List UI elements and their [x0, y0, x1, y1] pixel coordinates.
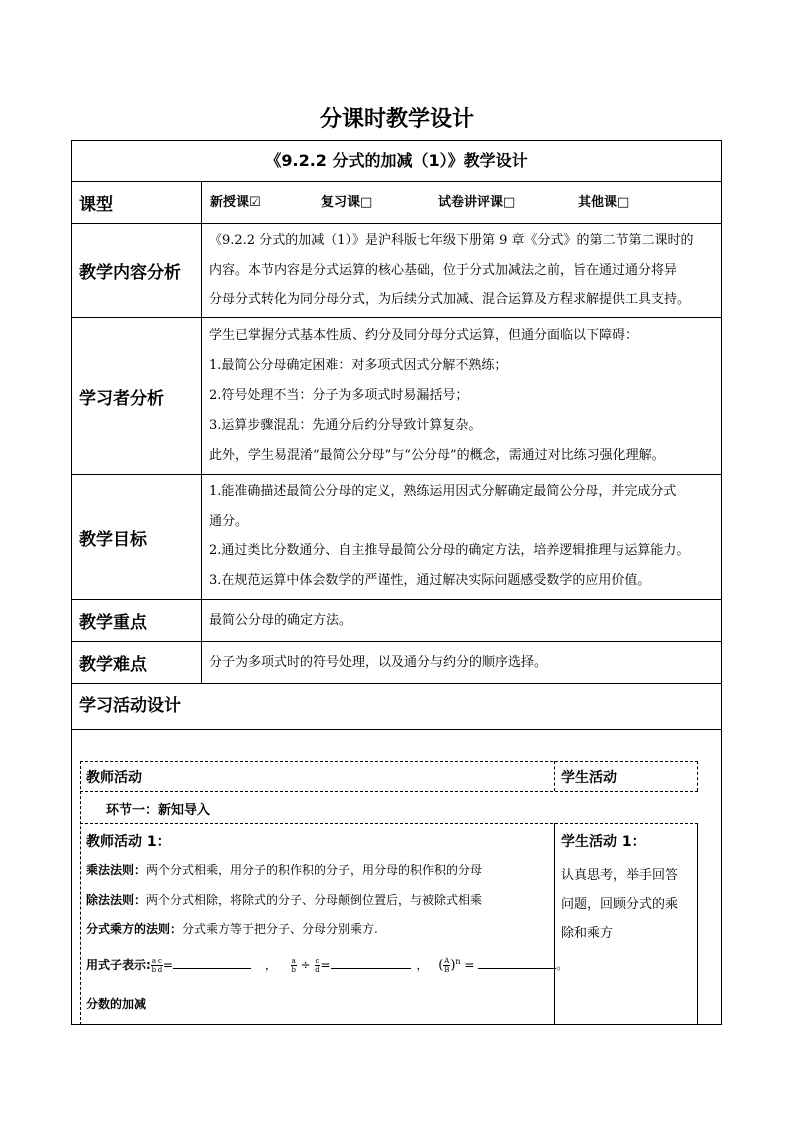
addition-label: 分数的加减	[86, 997, 147, 1011]
checkbox-icon: □	[503, 194, 516, 210]
key-point-header: 教学重点	[72, 600, 202, 641]
learner-analysis-body: 学生已掌握分式基本性质、约分及同分母分式运算，但通分面临以下障碍： 1.最简公分母确定困难：对多项式因式分解不熟练； 2.符号处理不当：分子为多项式时易漏括号； 3.运算步骤混乱：先通分后约分导致计算复杂。 此外，学生易混淆“最简公分母”与“公分母”的概念，需通过对比练习强化理解。	[209, 328, 665, 463]
objectives-row	[72, 475, 721, 600]
difficulty-header: 教学难点	[72, 642, 202, 683]
key-point-text: 最简公分母的确定方法。	[209, 613, 353, 628]
lesson-type-row	[72, 182, 721, 224]
teacher-activity-header: 教师活动	[86, 770, 142, 786]
option-new-lesson[interactable]: 新授课☑	[210, 194, 261, 210]
learner-analysis-header: 学习者分析	[72, 318, 202, 474]
teacher-activity-cell	[86, 823, 569, 1025]
content-analysis-body: 《9.2.2 分式的加减（1）》是沪科版七年级下册第 9 章《分式》的第二节第二课时的 内容。本节内容是分式运算的核心基础，位于分式加减法之前，旨在通过通分将异 分母分式转化为同分母分式，为后续分式加减、混合运算及方程求解提供工具支持。	[209, 233, 694, 307]
lesson-type-options	[203, 182, 721, 223]
objectives-header: 教学目标	[72, 475, 202, 599]
content-analysis-row	[72, 224, 721, 318]
lesson-type-header: 课型	[72, 182, 202, 223]
lesson-title: 《9.2.2 分式的加减（1）》教学设计	[265, 151, 528, 170]
blank-divide[interactable]	[331, 968, 411, 969]
teacher-activity-title: 教师活动 1：	[86, 834, 171, 850]
blank-power[interactable]	[478, 968, 556, 969]
student-activity-cell	[561, 823, 693, 1025]
stage-title: 环节一：新知导入	[106, 803, 211, 818]
difficulty-row	[72, 642, 721, 684]
division-rule: 除法法则：两个分式相除，将除式的分子、分母颠倒位置后，与被除式相乘	[86, 893, 483, 907]
difficulty-text: 分子为多项式时的符号处理，以及通分与约分的顺序选择。	[209, 655, 548, 670]
key-point-row	[72, 600, 721, 642]
blank-multiply[interactable]	[173, 968, 251, 969]
checkbox-checked-icon: ☑	[249, 194, 261, 210]
activity-table	[80, 761, 698, 1025]
fraction-A-B: $\frac{A}{B}$	[444, 957, 450, 974]
checkbox-icon: □	[617, 194, 630, 210]
activity-design-title: 学习活动设计	[79, 696, 181, 716]
student-activity-text: 认真思考，举手回答 问题，回顾分式的乘 除和乘方	[561, 868, 679, 941]
fraction-a-b: $\frac{a}{b}$	[151, 957, 157, 974]
checkbox-icon: □	[360, 194, 373, 210]
student-activity-title: 学生活动 1：	[561, 834, 646, 850]
formula-line: 用式子表示: $\frac{a}{b}$ $\frac{c}{d}$ = ， $\frac{a}{b}$ ÷ $\frac{c}{d}$ = ， ( $\frac{A}{B}$ )$^n$ = 。	[86, 957, 569, 974]
fraction-c-d: $\frac{c}{d}$	[315, 957, 320, 974]
student-activity-header: 学生活动	[561, 770, 617, 786]
design-table	[71, 140, 722, 1025]
objectives-body: 1.能准确描述最简公分母的定义，熟练运用因式分解确定最简公分母，并完成分式 通分。 2.通过类比分数通分、自主推导最简公分母的确定方法，培养逻辑推理与运算能力。 3.在规范运算中体会数学的严谨性，通过解决实际问题感受数学的应用价值。	[209, 484, 690, 588]
fraction-a-b: $\frac{a}{b}$	[291, 957, 296, 974]
content-analysis-header: 教学内容分析	[72, 224, 202, 317]
option-other[interactable]: 其他课□	[578, 194, 630, 210]
option-exam-review[interactable]: 试卷讲评课□	[438, 194, 516, 210]
page-title: 分课时教学设计	[319, 107, 474, 132]
multiplication-rule: 乘法法则：两个分式相乘，用分子的积作积的分子，用分母的积作积的分母	[86, 863, 483, 877]
learner-analysis-row	[72, 318, 721, 475]
activity-design-row	[72, 684, 721, 730]
power-rule: 分式乘方的法则：分式乘方等于把分子、分母分别乘方.	[86, 922, 378, 936]
fraction-c-d: $\frac{c}{d}$	[157, 957, 163, 974]
option-review[interactable]: 复习课□	[321, 194, 373, 210]
lesson-title-row	[72, 141, 721, 182]
